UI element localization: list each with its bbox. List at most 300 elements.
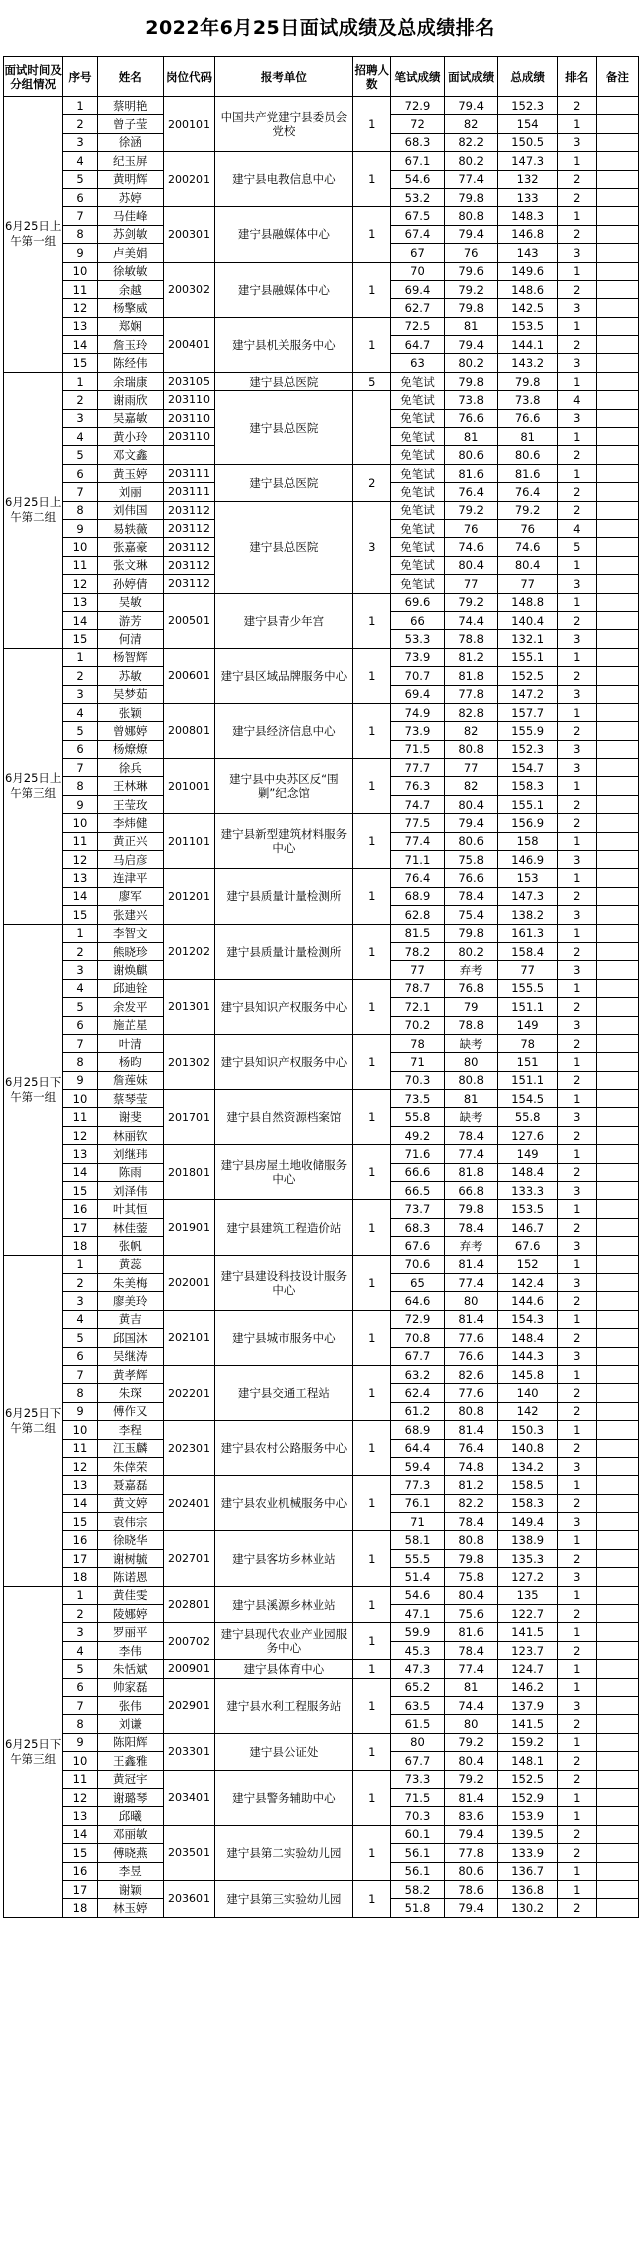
rank-cell: 3 (557, 1108, 596, 1126)
recruit-cell: 1 (353, 1660, 391, 1678)
written-score-cell: 55.5 (391, 1549, 445, 1567)
remark-cell (596, 280, 638, 298)
name-cell: 朱恬斌 (97, 1660, 163, 1678)
seq-cell: 5 (63, 1660, 97, 1678)
seq-cell: 12 (63, 1788, 97, 1806)
table-row (4, 1531, 639, 1549)
unit-cell: 建宁县经济信息中心 (215, 703, 353, 758)
remark-cell (596, 1237, 638, 1255)
post-code-cell: 203501 (163, 1825, 214, 1880)
rank-cell: 1 (557, 152, 596, 170)
remark-cell (596, 1825, 638, 1843)
rank-cell: 2 (557, 1439, 596, 1457)
total-score-cell: 158.3 (498, 777, 557, 795)
seq-cell: 4 (63, 428, 97, 446)
name-cell: 谢斐 (97, 1108, 163, 1126)
rank-cell: 2 (557, 280, 596, 298)
unit-cell: 建宁县总医院 (215, 372, 353, 390)
table-row (4, 703, 639, 721)
seq-cell: 6 (63, 188, 97, 206)
seq-cell: 5 (63, 446, 97, 464)
recruit-cell: 1 (353, 1034, 391, 1089)
remark-cell (596, 832, 638, 850)
group-cell: 6月25日上午第三组 (4, 648, 63, 924)
recruit-cell: 1 (353, 1255, 391, 1310)
table-row (4, 391, 639, 409)
post-code-cell: 203105 (163, 372, 214, 390)
rank-cell: 1 (557, 869, 596, 887)
remark-cell (596, 133, 638, 151)
name-cell: 黄吉 (97, 1310, 163, 1328)
written-score-cell: 73.9 (391, 648, 445, 666)
interview-score-cell: 81.8 (444, 667, 498, 685)
interview-score-cell: 81.4 (444, 1421, 498, 1439)
rank-cell: 1 (557, 1807, 596, 1825)
name-cell: 杨燎燎 (97, 740, 163, 758)
remark-cell (596, 1715, 638, 1733)
remark-cell (596, 464, 638, 482)
interview-score-cell: 80.4 (444, 1752, 498, 1770)
name-cell: 叶其恒 (97, 1200, 163, 1218)
remark-cell (596, 1071, 638, 1089)
seq-cell: 9 (63, 1402, 97, 1420)
table-row (4, 152, 639, 170)
interview-score-cell: 75.8 (444, 1568, 498, 1586)
total-score-cell: 81 (498, 428, 557, 446)
seq-cell: 12 (63, 1457, 97, 1475)
remark-cell (596, 1310, 638, 1328)
interview-score-cell: 78.8 (444, 1016, 498, 1034)
seq-cell: 7 (63, 483, 97, 501)
name-cell: 孙婷倩 (97, 575, 163, 593)
interview-score-cell: 弃考 (444, 1237, 498, 1255)
seq-cell: 11 (63, 832, 97, 850)
rank-cell: 4 (557, 519, 596, 537)
seq-cell: 18 (63, 1899, 97, 1917)
written-score-cell: 62.8 (391, 906, 445, 924)
written-score-cell: 71 (391, 1513, 445, 1531)
total-score-cell: 147.2 (498, 685, 557, 703)
remark-cell (596, 924, 638, 942)
remark-cell (596, 575, 638, 593)
remark-cell (596, 262, 638, 280)
rank-cell: 3 (557, 851, 596, 869)
written-score-cell: 47.3 (391, 1660, 445, 1678)
header-seq: 序号 (63, 57, 97, 97)
table-row (4, 1586, 639, 1604)
seq-cell: 13 (63, 1476, 97, 1494)
total-score-cell: 137.9 (498, 1696, 557, 1714)
rank-cell: 2 (557, 1494, 596, 1512)
unit-cell: 建宁县建设科技设计服务中心 (215, 1255, 353, 1310)
interview-score-cell: 74.8 (444, 1457, 498, 1475)
rank-cell: 3 (557, 1696, 596, 1714)
unit-cell: 建宁县新型建筑材料服务中心 (215, 814, 353, 869)
remark-cell (596, 1126, 638, 1144)
remark-cell (596, 519, 638, 537)
seq-cell: 10 (63, 814, 97, 832)
total-score-cell: 142.5 (498, 299, 557, 317)
rank-cell: 2 (557, 722, 596, 740)
written-score-cell: 67.7 (391, 1347, 445, 1365)
interview-score-cell: 78.8 (444, 630, 498, 648)
written-score-cell: 59.4 (391, 1457, 445, 1475)
remark-cell (596, 372, 638, 390)
written-score-cell: 51.4 (391, 1568, 445, 1586)
name-cell: 陈阳辉 (97, 1733, 163, 1751)
seq-cell: 15 (63, 354, 97, 372)
total-score-cell: 133.9 (498, 1844, 557, 1862)
total-score-cell: 135 (498, 1586, 557, 1604)
interview-score-cell: 77.8 (444, 685, 498, 703)
written-score-cell: 81.5 (391, 924, 445, 942)
total-score-cell: 142 (498, 1402, 557, 1420)
remark-cell (596, 1347, 638, 1365)
total-score-cell: 127.6 (498, 1126, 557, 1144)
total-score-cell: 80.4 (498, 556, 557, 574)
remark-cell (596, 593, 638, 611)
rank-cell: 2 (557, 225, 596, 243)
seq-cell: 10 (63, 262, 97, 280)
rank-cell: 1 (557, 832, 596, 850)
total-score-cell: 73.8 (498, 391, 557, 409)
rank-cell: 3 (557, 1513, 596, 1531)
unit-cell: 建宁县总医院 (215, 464, 353, 501)
remark-cell (596, 648, 638, 666)
post-code-cell: 201801 (163, 1145, 214, 1200)
interview-score-cell: 79.2 (444, 1770, 498, 1788)
name-cell: 黄蕊 (97, 1255, 163, 1273)
written-score-cell: 68.3 (391, 1218, 445, 1236)
name-cell: 李伟 (97, 1641, 163, 1659)
post-code-cell: 202901 (163, 1678, 214, 1733)
seq-cell: 3 (63, 1623, 97, 1641)
seq-cell: 5 (63, 998, 97, 1016)
unit-cell: 建宁县农业机械服务中心 (215, 1476, 353, 1531)
interview-score-cell: 81 (444, 428, 498, 446)
name-cell: 吴嘉敏 (97, 409, 163, 427)
interview-score-cell: 76.6 (444, 869, 498, 887)
rank-cell: 2 (557, 1034, 596, 1052)
written-score-cell: 66.6 (391, 1163, 445, 1181)
written-score-cell: 74.7 (391, 795, 445, 813)
name-cell: 刘伟国 (97, 501, 163, 519)
seq-cell: 2 (63, 1605, 97, 1623)
name-cell: 谢璐琴 (97, 1788, 163, 1806)
remark-cell (596, 1274, 638, 1292)
remark-cell (596, 759, 638, 777)
total-score-cell: 139.5 (498, 1825, 557, 1843)
written-score-cell: 78.2 (391, 942, 445, 960)
rank-cell: 1 (557, 464, 596, 482)
seq-cell: 4 (63, 1641, 97, 1659)
interview-score-cell: 79.8 (444, 188, 498, 206)
total-score-cell: 76.4 (498, 483, 557, 501)
seq-cell: 5 (63, 722, 97, 740)
remark-cell (596, 244, 638, 262)
total-score-cell: 148.8 (498, 593, 557, 611)
written-score-cell: 58.2 (391, 1880, 445, 1898)
interview-score-cell: 76.4 (444, 1439, 498, 1457)
name-cell: 刘泽伟 (97, 1182, 163, 1200)
total-score-cell: 153.5 (498, 317, 557, 335)
interview-score-cell: 66.8 (444, 1182, 498, 1200)
seq-cell: 5 (63, 170, 97, 188)
total-score-cell: 148.6 (498, 280, 557, 298)
total-score-cell: 155.5 (498, 979, 557, 997)
written-score-cell: 53.3 (391, 630, 445, 648)
post-code-cell: 200302 (163, 262, 214, 317)
interview-score-cell: 79.8 (444, 372, 498, 390)
rank-cell: 1 (557, 979, 596, 997)
seq-cell: 12 (63, 575, 97, 593)
total-score-cell: 151.1 (498, 998, 557, 1016)
table-row (4, 317, 639, 335)
total-score-cell: 149 (498, 1016, 557, 1034)
unit-cell: 建宁县自然资源档案馆 (215, 1090, 353, 1145)
seq-cell: 15 (63, 1513, 97, 1531)
written-score-cell: 67.6 (391, 1237, 445, 1255)
interview-score-cell: 78.4 (444, 1126, 498, 1144)
remark-cell (596, 1844, 638, 1862)
written-score-cell: 免笔试 (391, 391, 445, 409)
remark-cell (596, 611, 638, 629)
remark-cell (596, 501, 638, 519)
name-cell: 王林琳 (97, 777, 163, 795)
total-score-cell: 155.9 (498, 722, 557, 740)
recruit-cell: 1 (353, 814, 391, 869)
name-cell: 黄冠宇 (97, 1770, 163, 1788)
interview-score-cell: 81.2 (444, 1476, 498, 1494)
name-cell: 苏婷 (97, 188, 163, 206)
total-score-cell: 78 (498, 1034, 557, 1052)
recruit-cell: 1 (353, 1310, 391, 1365)
name-cell: 李昱 (97, 1862, 163, 1880)
remark-cell (596, 1549, 638, 1567)
total-score-cell: 154 (498, 115, 557, 133)
remark-cell (596, 740, 638, 758)
total-score-cell: 136.7 (498, 1862, 557, 1880)
post-code-cell: 203111 (163, 464, 214, 482)
seq-cell: 14 (63, 1494, 97, 1512)
rank-cell: 1 (557, 317, 596, 335)
rank-cell: 2 (557, 1329, 596, 1347)
unit-cell: 建宁县质量计量检测所 (215, 869, 353, 924)
seq-cell: 4 (63, 703, 97, 721)
remark-cell (596, 483, 638, 501)
recruit-cell: 1 (353, 262, 391, 317)
name-cell: 邓文鑫 (97, 446, 163, 464)
name-cell: 王莹玫 (97, 795, 163, 813)
rank-cell: 1 (557, 1623, 596, 1641)
rank-cell: 3 (557, 740, 596, 758)
remark-cell (596, 354, 638, 372)
remark-cell (596, 703, 638, 721)
post-code-cell: 203112 (163, 575, 214, 593)
seq-cell: 4 (63, 1310, 97, 1328)
seq-cell: 9 (63, 1733, 97, 1751)
post-code-cell: 203112 (163, 538, 214, 556)
seq-cell: 6 (63, 1347, 97, 1365)
seq-cell: 16 (63, 1200, 97, 1218)
remark-cell (596, 97, 638, 115)
recruit-cell: 1 (353, 97, 391, 152)
interview-score-cell: 83.6 (444, 1807, 498, 1825)
seq-cell: 4 (63, 152, 97, 170)
seq-cell: 8 (63, 1053, 97, 1071)
interview-score-cell: 77.4 (444, 1274, 498, 1292)
unit-cell: 建宁县农村公路服务中心 (215, 1421, 353, 1476)
interview-score-cell: 73.8 (444, 391, 498, 409)
interview-score-cell: 缺考 (444, 1034, 498, 1052)
post-code-cell: 202401 (163, 1476, 214, 1531)
interview-score-cell: 79.4 (444, 1825, 498, 1843)
interview-score-cell: 80.4 (444, 795, 498, 813)
seq-cell: 7 (63, 207, 97, 225)
name-cell: 刘丽 (97, 483, 163, 501)
written-score-cell: 59.9 (391, 1623, 445, 1641)
post-code-cell: 203112 (163, 556, 214, 574)
total-score-cell: 154.5 (498, 1090, 557, 1108)
interview-score-cell: 80.2 (444, 942, 498, 960)
total-score-cell: 158.5 (498, 1476, 557, 1494)
interview-score-cell: 81 (444, 1090, 498, 1108)
interview-score-cell: 78.4 (444, 1218, 498, 1236)
unit-cell: 建宁县电教信息中心 (215, 152, 353, 207)
rank-cell: 3 (557, 409, 596, 427)
rank-cell: 1 (557, 924, 596, 942)
interview-score-cell: 74.4 (444, 1696, 498, 1714)
rank-cell: 1 (557, 1880, 596, 1898)
written-score-cell: 免笔试 (391, 446, 445, 464)
rank-cell: 2 (557, 1641, 596, 1659)
seq-cell: 12 (63, 851, 97, 869)
seq-cell: 14 (63, 887, 97, 905)
seq-cell: 10 (63, 1752, 97, 1770)
written-score-cell: 73.7 (391, 1200, 445, 1218)
name-cell: 廖美玲 (97, 1292, 163, 1310)
total-score-cell: 146.7 (498, 1218, 557, 1236)
post-code-cell (163, 446, 214, 464)
rank-cell: 3 (557, 299, 596, 317)
remark-cell (596, 1016, 638, 1034)
total-score-cell: 145.8 (498, 1365, 557, 1383)
name-cell: 邱迪铨 (97, 979, 163, 997)
name-cell: 郑娴 (97, 317, 163, 335)
header-post-code: 岗位代码 (163, 57, 214, 97)
total-score-cell: 136.8 (498, 1880, 557, 1898)
name-cell: 林佳蓥 (97, 1218, 163, 1236)
recruit-cell: 1 (353, 924, 391, 979)
name-cell: 谢焕麒 (97, 961, 163, 979)
name-cell: 何清 (97, 630, 163, 648)
table-row (4, 1880, 639, 1898)
interview-score-cell: 82 (444, 777, 498, 795)
post-code-cell: 202701 (163, 1531, 214, 1586)
recruit-cell: 3 (353, 501, 391, 593)
unit-cell: 建宁县总医院 (215, 501, 353, 593)
total-score-cell: 133 (498, 188, 557, 206)
table-row (4, 648, 639, 666)
table-header-row (4, 57, 639, 97)
total-score-cell: 80.6 (498, 446, 557, 464)
total-score-cell: 147.3 (498, 887, 557, 905)
remark-cell (596, 409, 638, 427)
interview-score-cell: 82.2 (444, 1494, 498, 1512)
total-score-cell: 77 (498, 961, 557, 979)
total-score-cell: 150.3 (498, 1421, 557, 1439)
rank-cell: 1 (557, 1365, 596, 1383)
written-score-cell: 64.4 (391, 1439, 445, 1457)
rank-cell: 1 (557, 1053, 596, 1071)
written-score-cell: 免笔试 (391, 501, 445, 519)
total-score-cell: 153 (498, 869, 557, 887)
total-score-cell: 152.5 (498, 667, 557, 685)
header-rank: 排名 (557, 57, 596, 97)
name-cell: 黄孝辉 (97, 1365, 163, 1383)
remark-cell (596, 869, 638, 887)
written-score-cell: 54.6 (391, 170, 445, 188)
name-cell: 马启彦 (97, 851, 163, 869)
total-score-cell: 141.5 (498, 1715, 557, 1733)
post-code-cell: 200501 (163, 593, 214, 648)
page-title: 2022年6月25日面试成绩及总成绩排名 (145, 17, 495, 39)
written-score-cell: 71.5 (391, 1788, 445, 1806)
table-row (4, 1255, 639, 1273)
name-cell: 杨擎威 (97, 299, 163, 317)
interview-score-cell: 77 (444, 575, 498, 593)
name-cell: 吴敏 (97, 593, 163, 611)
written-score-cell: 51.8 (391, 1899, 445, 1917)
total-score-cell: 150.5 (498, 133, 557, 151)
unit-cell: 建宁县现代农业产业园服务中心 (215, 1623, 353, 1660)
rank-cell: 1 (557, 1255, 596, 1273)
remark-cell (596, 1108, 638, 1126)
name-cell: 朱倖荣 (97, 1457, 163, 1475)
rank-cell: 2 (557, 795, 596, 813)
interview-score-cell: 75.8 (444, 851, 498, 869)
remark-cell (596, 1090, 638, 1108)
seq-cell: 2 (63, 115, 97, 133)
rank-cell: 3 (557, 1568, 596, 1586)
written-score-cell: 76.1 (391, 1494, 445, 1512)
total-score-cell: 55.8 (498, 1108, 557, 1126)
rank-cell: 1 (557, 115, 596, 133)
unit-cell: 建宁县客坊乡林业站 (215, 1531, 353, 1586)
name-cell: 邱曦 (97, 1807, 163, 1825)
post-code-cell: 200401 (163, 317, 214, 372)
name-cell: 陈经伟 (97, 354, 163, 372)
interview-score-cell: 77.8 (444, 1844, 498, 1862)
header-written: 笔试成绩 (391, 57, 445, 97)
written-score-cell: 72.1 (391, 998, 445, 1016)
written-score-cell: 71.5 (391, 740, 445, 758)
rank-cell: 2 (557, 501, 596, 519)
rank-cell: 1 (557, 1678, 596, 1696)
rank-cell: 3 (557, 1457, 596, 1475)
table-row (4, 1421, 639, 1439)
written-score-cell: 77.3 (391, 1476, 445, 1494)
interview-score-cell: 80.6 (444, 832, 498, 850)
seq-cell: 16 (63, 1531, 97, 1549)
written-score-cell: 66.5 (391, 1182, 445, 1200)
written-score-cell: 免笔试 (391, 464, 445, 482)
table-row (4, 1678, 639, 1696)
total-score-cell: 152.9 (498, 1788, 557, 1806)
rank-cell: 1 (557, 1200, 596, 1218)
remark-cell (596, 1053, 638, 1071)
table-row (4, 1770, 639, 1788)
